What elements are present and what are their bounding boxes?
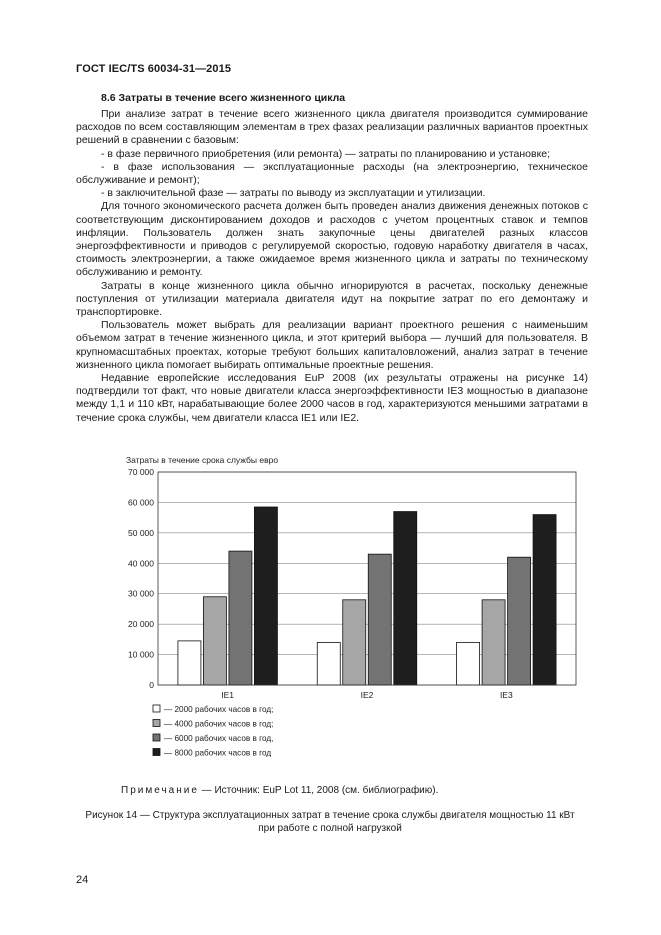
x-tick-label: IE2 (360, 690, 374, 700)
bar (394, 512, 417, 685)
bar (317, 642, 340, 685)
paragraph: Недавние европейские исследования EuP 2008 (их результаты отражены на рисунке 14) подтвердили тот факт, что новые двигатели класса энергоэффективности IE3 мощностью в диапазоне между 1,1 и 110 кВт, нарабатывающие более 2000 часов в год, характеризуются меньшими затратами в течение срока службы, чем двигатели класса IE1 или IE2. (76, 372, 588, 424)
y-tick-label: 0 (149, 680, 154, 690)
paragraph: Для точного экономического расчета должен быть проведен анализ движения денежных потоков с соответствующим дисконтированием доходов и расходов с учетом процентных ставок и темпов инфляции. Пользователь должен знать закупочные цены двигателей разных классов энергоэффективности и приводов с регулируемой скоростью, годовую наработку двигателя в часах, стоимость электроэнергии, а также ожидаемое время жизненного цикла и затраты по техническому обслуживанию и ремонту. (76, 200, 588, 279)
caption-line: Рисунок 14 — Структура эксплуатационных затрат в течение срока службы двигателя мощностью 11 кВт (85, 810, 575, 821)
y-tick-label: 30 000 (128, 588, 154, 599)
bar (482, 600, 505, 685)
figure-caption (80, 809, 580, 835)
paragraph: - в фазе использования — эксплуатационные расходы (на электроэнергию, техническое обслуживание и ремонт); (76, 160, 588, 187)
bar (229, 551, 252, 685)
bar (203, 597, 226, 685)
y-tick-label: 50 000 (128, 527, 154, 538)
paragraph: При анализе затрат в течение всего жизненного цикла двигателя производится суммирование расходов по всем составляющим элементам в трех фазах реализации различных вариантов проектных решений в сравнении с базовым: (76, 108, 588, 147)
bar (368, 554, 391, 685)
y-tick-label: 40 000 (128, 558, 154, 569)
note-text: — Источник: EuP Lot 11, 2008 (см. библиографию). (198, 785, 439, 796)
body-text (76, 108, 588, 425)
bar (533, 515, 556, 685)
legend-label: — 4000 рабочих часов в год; (164, 719, 274, 729)
y-tick-label: 20 000 (128, 619, 154, 630)
x-tick-label: IE1 (221, 690, 235, 700)
section-title: 8.6 Затраты в течение всего жизненного цикла (101, 92, 346, 104)
bar (178, 641, 201, 685)
paragraph: - в заключительной фазе — затраты по выводу из эксплуатации и утилизации. (101, 187, 486, 200)
legend-swatch (153, 705, 160, 712)
caption-line: при работе с полной нагрузкой (258, 823, 402, 834)
bar (343, 600, 366, 685)
y-tick-label: 70 000 (128, 467, 154, 477)
bar (508, 557, 531, 685)
bar (457, 642, 480, 685)
x-tick-label: IE3 (499, 690, 513, 700)
y-axis-label: Затраты в течение срока службы евро (126, 455, 279, 465)
paragraph: - в фазе первичного приобретения (или ремонта) — затраты по планированию и установке; (101, 147, 551, 160)
legend-label: — 6000 рабочих часов в год, (164, 734, 274, 743)
legend-swatch (153, 749, 160, 756)
paragraph: Затраты в конце жизненного цикла обычно игнорируются в расчетах, поскольку денежные поступления от утилизации материала двигателя идут на покрытие затрат по его демонтажу и транспортировке. (76, 279, 588, 319)
note-label: Примечание (121, 785, 199, 796)
legend-swatch (153, 720, 160, 727)
legend-label: — 2000 рабочих часов в год; (164, 705, 274, 714)
figure-note (121, 785, 438, 796)
page-number: 24 (76, 874, 89, 886)
legend-label: — 8000 рабочих часов в год (164, 748, 272, 758)
document-code: ГОСТ IEC/TS 60034-31—2015 (76, 63, 232, 75)
paragraph: Пользователь может выбрать для реализации вариант проектного решения с наименьшим объемом затрат в течение жизненного цикла, и этот критерий выбора — лучший для пользователя. В крупномасштабных проектах, которые требуют больших капиталовложений, анализ затрат в течение жизненного цикла помогает выбирать оптимальные проектные решения. (76, 319, 588, 371)
y-tick-label: 60 000 (128, 497, 154, 508)
bar (254, 507, 277, 685)
cost-bar-chart (118, 452, 578, 772)
y-tick-label: 10 000 (128, 649, 154, 660)
legend-swatch (153, 734, 160, 741)
